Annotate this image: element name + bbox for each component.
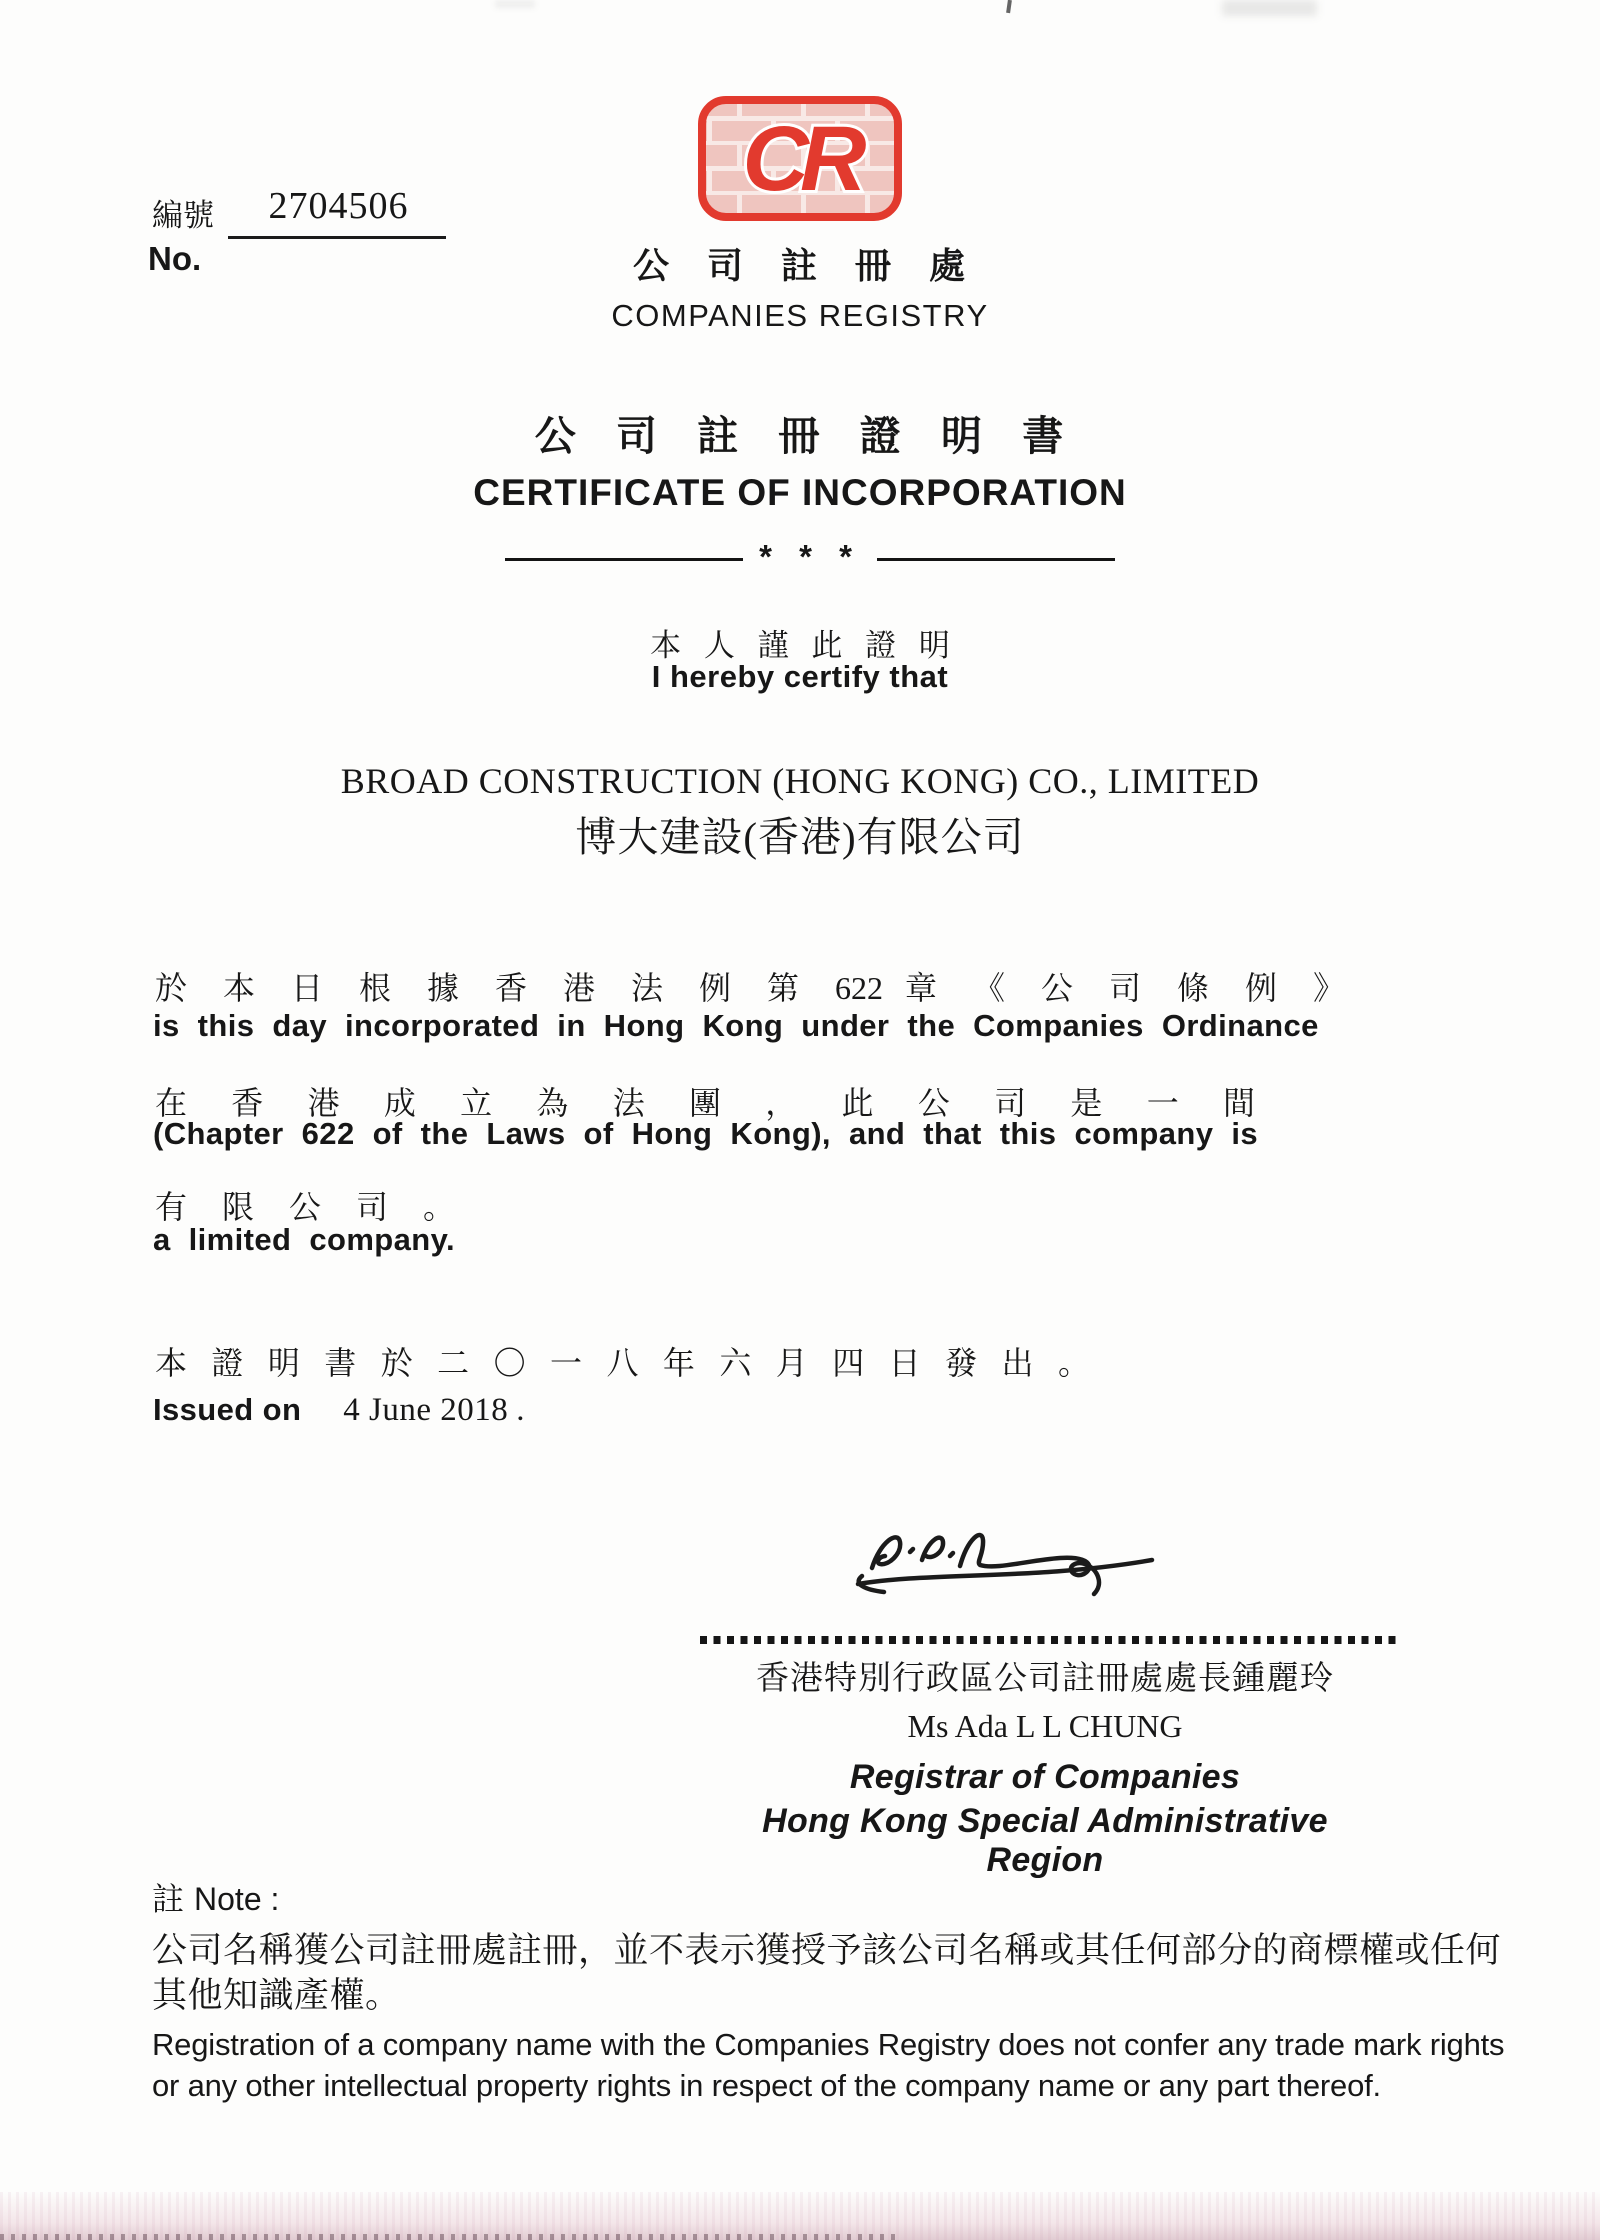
body-line1-cjk: 於 本 日 根 據 香 港 法 例 第 622 章 《 公 司 條 例 》 <box>155 970 1345 1006</box>
document-title-en: CERTIFICATE OF INCORPORATION <box>473 472 1127 513</box>
body-line2-cjk: 在 香 港 成 立 為 法 團 ， 此 公 司 是 一 間 <box>155 1085 1255 1121</box>
ref-number-value: 2704506 <box>268 185 409 227</box>
scan-artifact-tick <box>1006 0 1012 13</box>
issue-date-period: . <box>516 1392 525 1428</box>
companies-registry-logo-icon <box>697 95 903 222</box>
registry-name-en: COMPANIES REGISTRY <box>611 298 989 333</box>
body-line3-cjk: 有 限 公 司 。 <box>155 1189 455 1225</box>
registry-header <box>0 95 1600 334</box>
issue-date-value: 4 June 2018 <box>343 1392 509 1428</box>
note-block <box>152 1874 1552 2106</box>
certify-line-en: I hereby certify that <box>651 659 949 694</box>
certify-line-cjk: 本 人 謹 此 證 明 <box>650 628 950 663</box>
note-cjk-line1: 公司名稱獲公司註冊處註冊，並不表示獲授予該公司名稱或其任何部分的商標權或任何 <box>152 1931 1502 1970</box>
note-en-line1: Registration of a company name with the Companies Registry does not confer any trade mark rights <box>152 2027 1505 2062</box>
scan-artifact-top-small <box>495 0 535 8</box>
scan-artifact-bottom-specks <box>0 2234 900 2240</box>
registrar-block <box>700 1652 1390 1880</box>
document-title-cjk: 公 司 註 冊 證 明 書 <box>534 413 1066 459</box>
registry-name-cjk: 公 司 註 冊 處 <box>632 245 967 286</box>
body-line1-en: is this day incorporated in Hong Kong under the Companies Ordinance <box>153 1008 1319 1043</box>
logo-cr-letters: CR <box>742 108 858 210</box>
body-line2-en: (Chapter 622 of the Laws of Hong Kong), and that this company is <box>153 1116 1258 1151</box>
issue-date-cjk: 本 證 明 書 於 二 〇 一 八 年 六 月 四 日 發 出 。 <box>155 1345 1090 1381</box>
scan-artifact-top <box>1222 0 1317 16</box>
divider-line-right <box>877 558 1115 561</box>
divider-line-left <box>505 558 743 561</box>
note-label-en: Note : <box>194 1881 280 1917</box>
note-en-line2: or any other intellectual property rights in respect of the company name or any part thereof. <box>152 2068 1381 2103</box>
registrar-region: Hong Kong Special Administrative Region <box>762 1802 1328 1879</box>
registrar-signature <box>838 1512 1178 1627</box>
registrar-name: Ms Ada L L CHUNG <box>907 1708 1183 1744</box>
company-name-cjk: 博大建設(香港)有限公司 <box>575 814 1025 860</box>
company-name-en: BROAD CONSTRUCTION (HONG KONG) CO., LIMITED <box>340 761 1260 801</box>
body-line3-en: a limited company. <box>153 1222 455 1257</box>
issue-date-en <box>153 1392 525 1429</box>
note-cjk-line2: 其他知識產權。 <box>152 1976 401 2015</box>
issued-on-label: Issued on <box>153 1392 302 1427</box>
note-label-cjk: 註 <box>152 1881 185 1917</box>
registrar-title-cjk: 香港特別行政區公司註冊處處長鍾麗玲 <box>756 1661 1334 1697</box>
star-divider <box>505 540 1115 578</box>
ref-number-label-cjk: 編號 <box>152 198 214 233</box>
registrar-title-en: Registrar of Companies <box>849 1758 1241 1796</box>
signature-dotted-line <box>700 1636 1398 1644</box>
scan-artifact-bottom <box>0 2192 1600 2240</box>
ref-number-label-en: No. <box>148 240 202 277</box>
note-label <box>152 1874 1552 1920</box>
divider-stars: * * * <box>759 538 861 575</box>
